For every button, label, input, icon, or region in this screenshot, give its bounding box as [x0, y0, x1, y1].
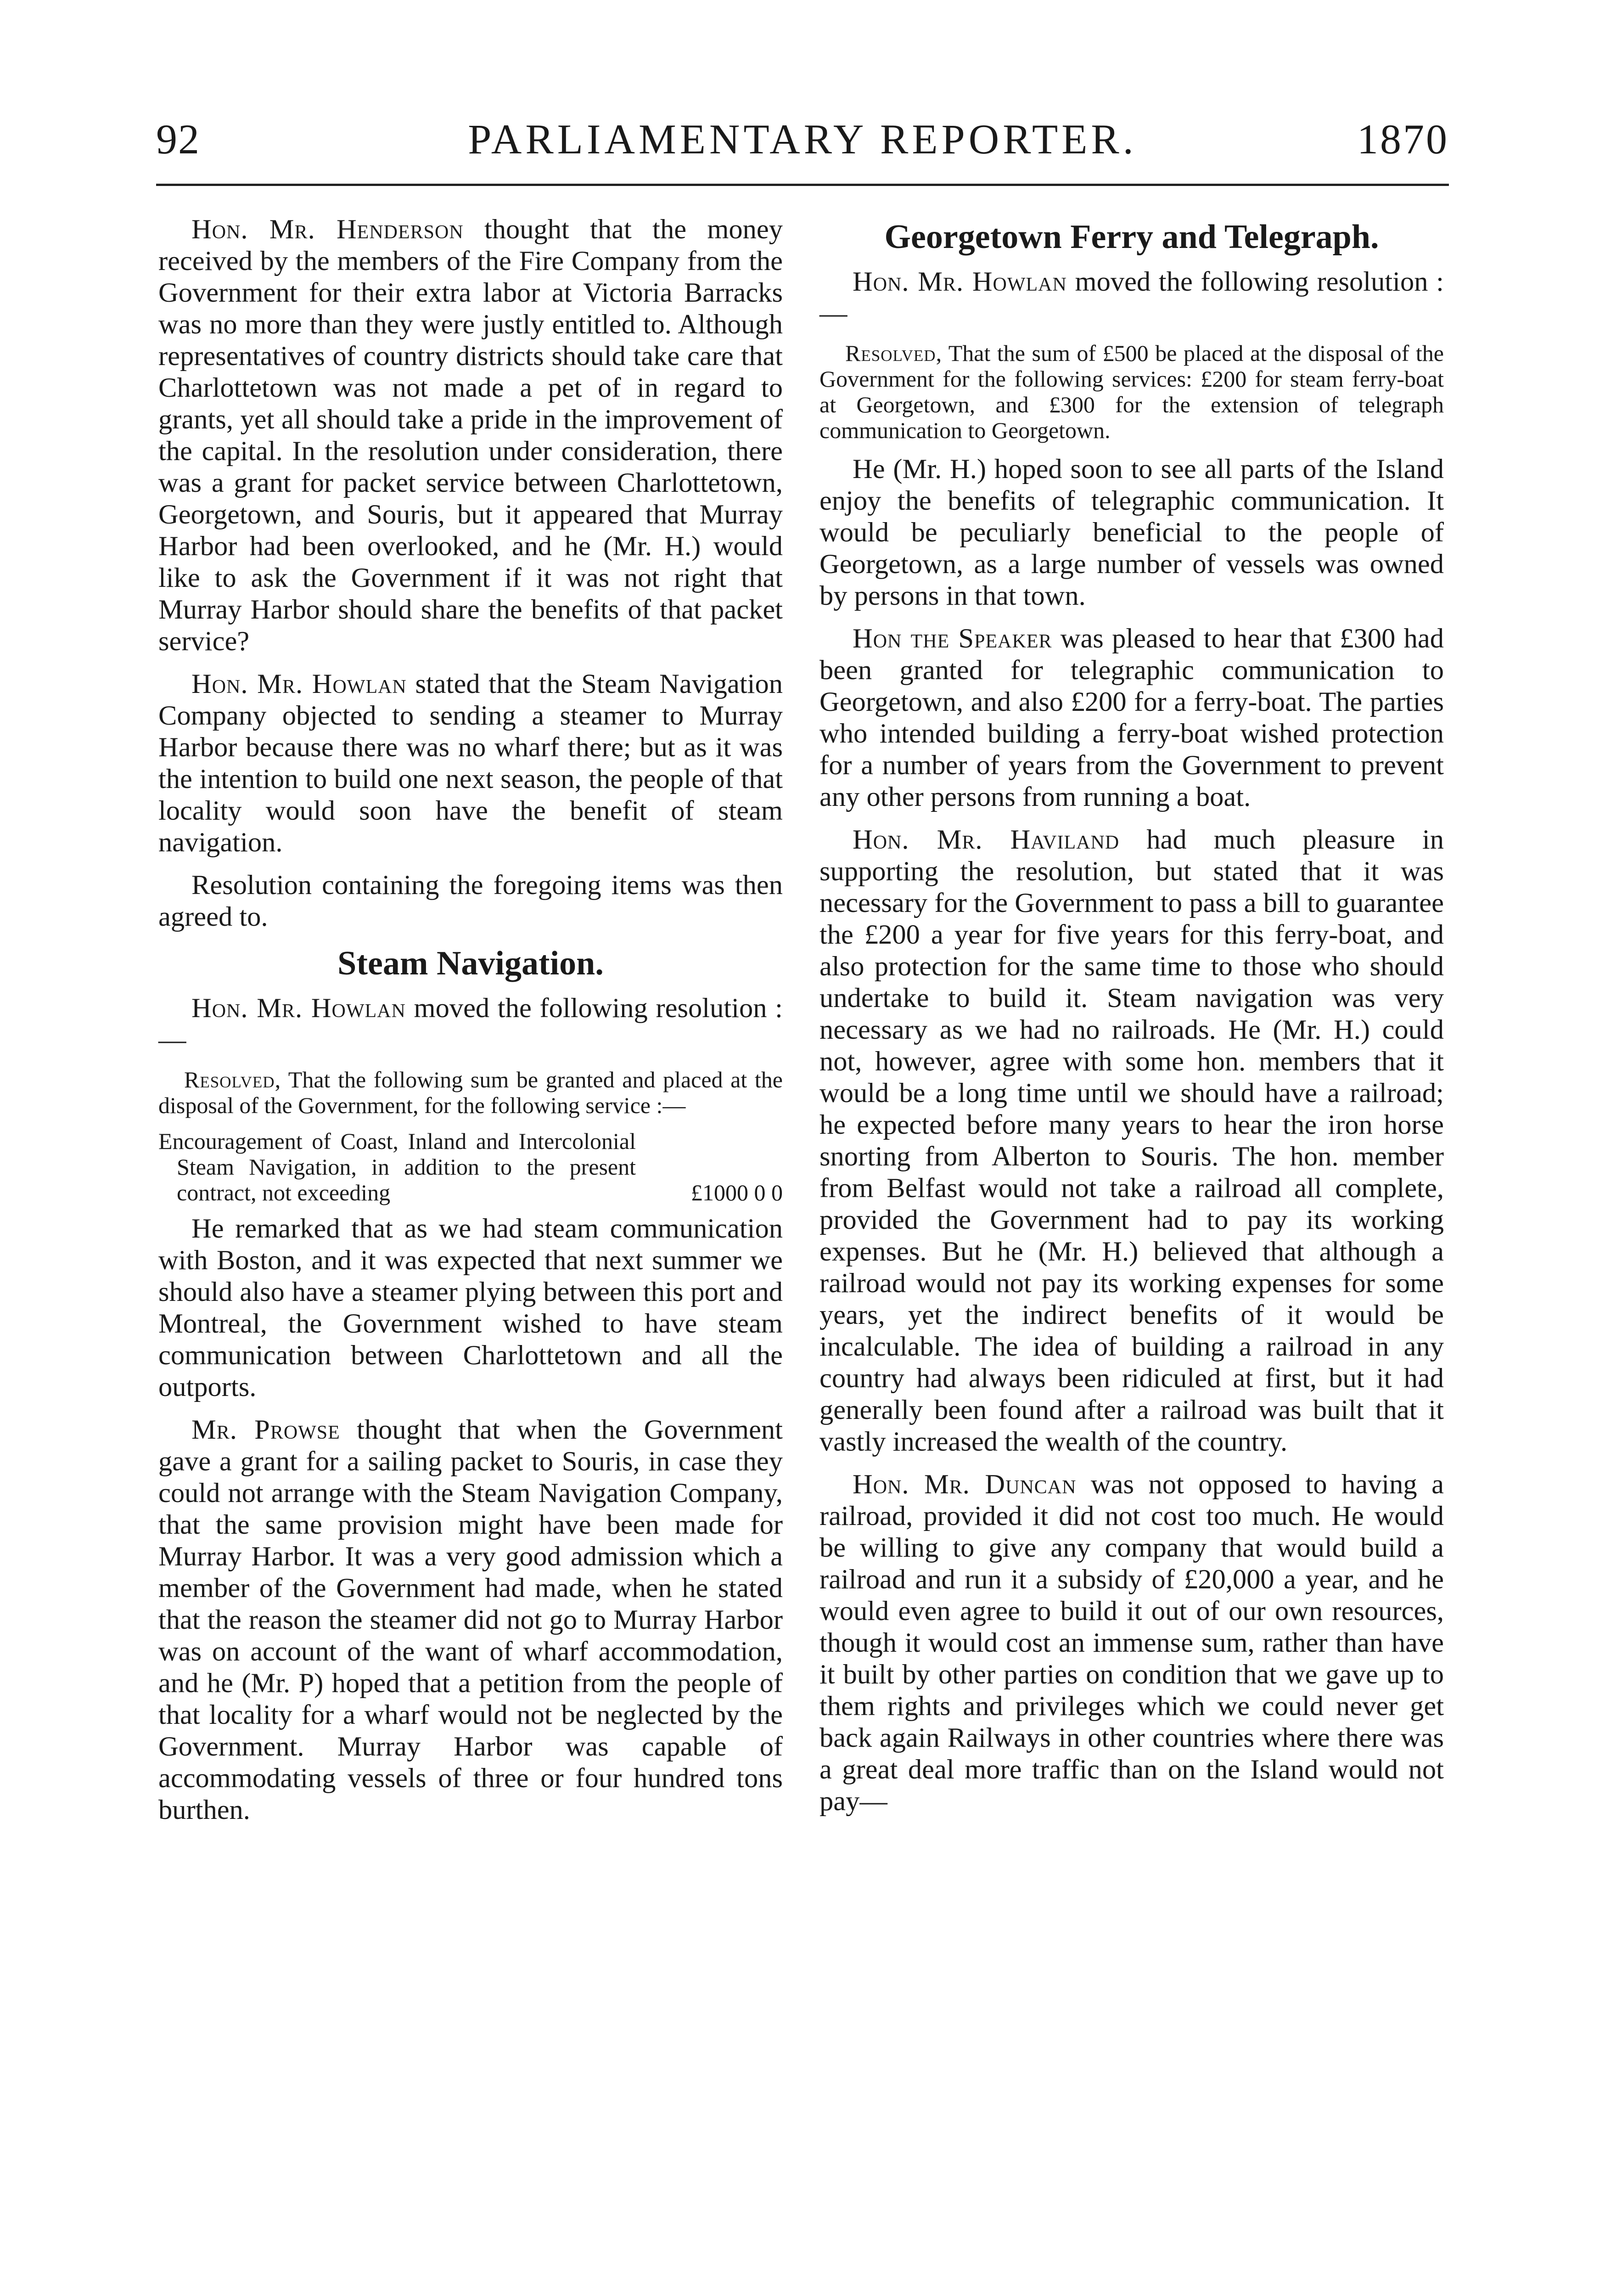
speaker-name: Hon. Mr. Haviland: [853, 824, 1120, 855]
paragraph-text: moved the following resolution :—: [158, 993, 783, 1055]
paragraph-howlan-motion: [158, 992, 783, 1056]
paragraph-duncan: [819, 1469, 1444, 1817]
speaker-name: Hon. Mr. Duncan: [853, 1469, 1077, 1500]
header-rule: [156, 184, 1449, 186]
paragraph-prowse: [158, 1414, 783, 1826]
paragraph-text: was pleased to hear that £300 had been granted for telegraphic communication to Georgetown, and also £200 for a ferry-boat. The parties who intended building a ferry-boat wished protection for a number of years from the Government to prevent any other persons from running a boat.: [819, 623, 1444, 812]
speaker-name: Hon. Mr. Howlan: [191, 993, 406, 1024]
paragraph-text: thought that the money received by the members of the Fire Company from the Government for their extra labor at Victoria Barracks was no more than they were justly entitled to. Although representatives of country districts should take care that Charlottetown was not made a pet of in regard to grants, yet all should take a pride in the improvement of the capital. In the resolution under consideration, there was a grant for packet service between Charlottetown, Georgetown, and Souris, but it appeared that Murray Harbor had been overlooked, and he (Mr. H.) would like to ask the Government if it was not right that Murray Harbor should share the benefits of that packet service?: [158, 214, 783, 657]
paragraph-speaker: [819, 623, 1444, 813]
page-number: 92: [156, 116, 200, 163]
paragraph-text: had much pleasure in supporting the resolution, but stated that it was necessary for the Government to pass a bill to guarantee the £200 a year for five years for this ferry-boat, and also protection for the same time to those who should undertake to build it. Steam navigation was very necessary as we had no railroads. He (Mr. H.) could not, however, agree with some hon. members that it would be a long time until we should have a railroad; he expected before many years to hear the iron horse snorting from Alberton to Souris. The hon. member from Belfast would not take a railroad all complete, provided the Government had to pay its working expenses. But he (Mr. H.) believed that although a railroad would not pay its working expenses for some years, yet the indirect benefits of it would be incalculable. The idea of building a railroad in any country had always been ridiculed at first, but it had generally been found after a railroad was built that it vastly increased the wealth of the country.: [819, 824, 1444, 1457]
paragraph-howlan-reply: [158, 668, 783, 858]
resolution-lead: Resolved,: [184, 1067, 281, 1092]
paragraph-telegraph-benefits: He (Mr. H.) hoped soon to see all parts of the Island enjoy the benefits of telegraphic communication. It would be peculiarly beneficial to the people of Georgetown, as a large number of vessels was owned by persons in that town.: [819, 454, 1444, 611]
paragraph-text: stated that the Steam Navigation Company objected to sending a steamer to Murray Harbor because there was no wharf there; but as it was the intention to build one next season, the people of that locality would soon have the benefit of steam navigation.: [158, 669, 783, 858]
left-column: [158, 214, 783, 1837]
grant-item-description: Encouragement of Coast, Inland and Intercolonial Steam Navigation, in addition to the present contract, not exceeding: [158, 1128, 636, 1205]
paragraph-text: thought that when the Government gave a grant for a sailing packet to Souris, in case they could not arrange with the Steam Navigation Company, that the same provision might have been made for Murray Harbor. It was a very good admission which a member of the Government had made, when he stated that the reason the steamer did not go to Murray Harbor was on account of the want of wharf accommodation, and he (Mr. P) hoped that a petition from the people of that locality for a wharf would not be neglected by the Government. Murray Harbor was capable of accommodating vessels of three or four hundred tons burthen.: [158, 1414, 783, 1825]
resolution-text-ferry: [819, 340, 1444, 443]
paragraph-text: moved the following resolution :—: [819, 266, 1444, 329]
page-header: [156, 115, 1449, 174]
header-year: 1870: [1357, 116, 1449, 163]
speaker-name: Hon the Speaker: [853, 623, 1052, 654]
paragraph-haviland: [819, 824, 1444, 1458]
resolution-lead: Resolved,: [845, 340, 943, 366]
paragraph-steam-communication: He remarked that as we had steam communication with Boston, and it was expected that next summer we should also have a steamer plying between this port and Montreal, the Government wished to have steam communication between Charlottetown and all the outports.: [158, 1213, 783, 1402]
paragraph-text: was not opposed to having a railroad, provided it did not cost too much. He would be willing to give any company that would build a railroad and run it a subsidy of £20,000 a year, and he would even agree to build it out of our own resources, though it would cost an immense sum, rather than have it built by other parties on condition that we gave up to them rights and privileges which we could never get back again Railways in other countries where there was a great deal more traffic than on the Island would not pay—: [819, 1469, 1444, 1817]
section-heading-georgetown-ferry: Georgetown Ferry and Telegraph.: [884, 218, 1379, 256]
grant-item: [158, 1128, 783, 1205]
speaker-name: Hon. Mr. Howlan: [853, 266, 1067, 297]
paragraph-henderson: [158, 214, 783, 657]
resolution-body: That the following sum be granted and placed at the disposal of the Government, for the following service :—: [158, 1067, 783, 1118]
speaker-name: Hon. Mr. Howlan: [191, 669, 407, 699]
right-column: [819, 214, 1444, 1828]
paragraph-howlan-motion-ferry: [819, 266, 1444, 329]
speaker-name: Mr. Prowse: [191, 1414, 340, 1445]
publication-title: PARLIAMENTARY REPORTER.: [468, 116, 1137, 163]
paragraph-resolution-agreed: Resolution containing the foregoing items was then agreed to.: [158, 870, 783, 932]
resolution-body: That the sum of £500 be placed at the disposal of the Government for the following services: £200 for steam ferry-boat at Georgetown, and £300 for the extension of telegraph communication to Georgetown.: [819, 340, 1444, 443]
section-heading-steam-navigation: Steam Navigation.: [337, 945, 604, 982]
resolution-text: [158, 1067, 783, 1118]
grant-item-amount: £1000 0 0: [691, 1180, 783, 1205]
speaker-name: Hon. Mr. Henderson: [191, 214, 464, 245]
